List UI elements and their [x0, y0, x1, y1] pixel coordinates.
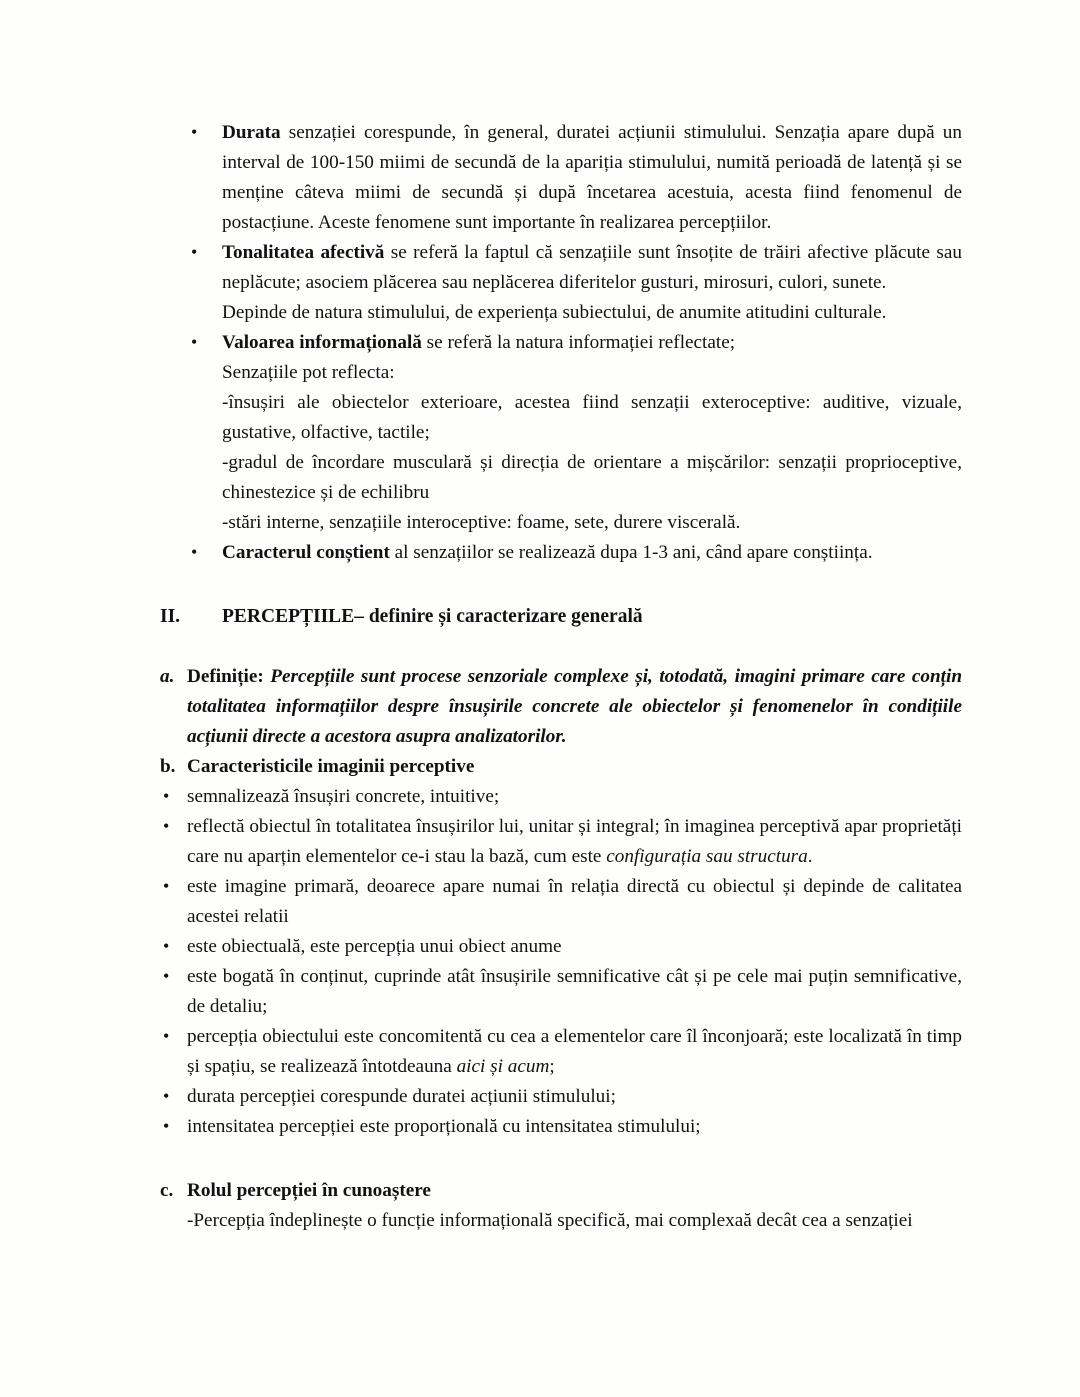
bullet-lead-durata: Durata	[222, 122, 281, 143]
lettered-item-definitie	[160, 662, 962, 752]
characteristics-bullet-list	[160, 782, 962, 1142]
characteristic-text: este imagine primară, deoarece apare numai în relația directă cu obiectul și depinde de calitatea acestei relatii	[187, 876, 962, 927]
role-heading: Rolul percepției în cunoaștere	[187, 1180, 431, 1201]
list-item	[160, 238, 962, 328]
section-heading-perceptiile	[160, 602, 962, 632]
item-marker-a: a.	[160, 666, 175, 687]
list-item	[160, 538, 962, 568]
characteristic-text: este bogată în conținut, cuprinde atât însușirile semnificative cât și pe cele mai puțin semnificative, de detaliu;	[187, 966, 962, 1017]
list-item	[160, 962, 962, 1022]
document-body	[160, 118, 962, 1236]
bullet-lead-caracterul-constient: Caracterul conștient	[222, 542, 390, 563]
bullet-text-tonalitatea-afectiva: se referă la faptul că senzațiile sunt însoțite de trăiri afective plăcute sau neplăcute; asociem plăcerea sau neplăcerea diferitelor gusturi, mirosuri, culori, sunete.	[222, 242, 962, 293]
section-title: PERCEPȚIILE– definire și caracterizare generală	[222, 606, 643, 627]
lettered-list	[160, 662, 962, 782]
characteristic-text: reflectă obiectul în totalitatea însușirilor lui, unitar și integral; în imaginea perceptivă apar proprietăți care nu aparțin elementelor ce-i stau la bază, cum este	[187, 816, 962, 867]
item-marker-c: c.	[160, 1180, 174, 1201]
characteristic-text: durata percepției corespunde duratei acțiunii stimulului;	[187, 1086, 616, 1107]
bullet-continuation-proprioceptive: -gradul de încordare musculară și direcția de orientare a mișcărilor: senzații proprioceptive, chinestezice și de echilibru	[222, 452, 962, 503]
characteristic-text-tail: .	[807, 846, 813, 867]
bullet-continuation-senzatiile-pot-reflecta: Senzațiile pot reflecta:	[222, 362, 395, 383]
lettered-item-rolul-perceptiei	[160, 1176, 962, 1236]
list-item	[160, 1112, 962, 1142]
role-body: -Percepția îndeplinește o funcție informațională specifică, mai complexaă decât cea a senzației	[187, 1210, 913, 1231]
list-item	[160, 328, 962, 538]
list-item	[160, 782, 962, 812]
definition-body: Percepțiile sunt procese senzoriale complexe și, totodată, imagini primare care conțin totalitatea informațiilor despre însușirile concrete ale obiectelor și fenomenelor în condițiile acțiunii directe a acestora asupra analizatorilor.	[187, 666, 962, 747]
bullet-continuation-exteroceptive: -însușiri ale obiectelor exterioare, acestea fiind senzații exteroceptive: auditive, vizuale, gustative, olfactive, tactile;	[222, 392, 962, 443]
characteristics-heading: Caracteristicile imaginii perceptive	[187, 756, 475, 777]
bullet-text-durata: senzației corespunde, în general, duratei acțiunii stimulului. Senzația apare după un interval de 100-150 miimi de secundă de la apariția stimulului, numită perioadă de latență și se menține câteva miimi de secundă și după încetarea acestuia, acesta fiind fenomenul de postacțiune. Aceste fenomene sunt importante în realizarea percepțiilor.	[222, 122, 962, 233]
characteristic-text: este obiectuală, este percepția unui obiect anume	[187, 936, 562, 957]
item-marker-b: b.	[160, 756, 176, 777]
list-item	[160, 1082, 962, 1112]
characteristic-italic-aici-si-acum: aici și acum	[456, 1056, 550, 1077]
list-item	[160, 1022, 962, 1082]
definition-label: Definiție:	[187, 666, 264, 687]
list-item	[160, 872, 962, 932]
list-item	[160, 118, 962, 238]
bullet-lead-tonalitatea-afectiva: Tonalitatea afectivă	[222, 242, 385, 263]
senzatii-bullet-list	[160, 118, 962, 568]
bullet-text-valoarea-informationala: se referă la natura informației reflectate;	[421, 332, 736, 353]
characteristic-text-tail: ;	[549, 1056, 555, 1077]
bullet-lead-valoarea-informationala: Valoarea informațională	[222, 332, 422, 353]
characteristic-text: semnalizează însușiri concrete, intuitive;	[187, 786, 500, 807]
bullet-continuation-interoceptive: -stări interne, senzațiile interoceptive: foame, sete, durere viscerală.	[222, 512, 741, 533]
characteristic-italic-configuratia: configurația sau structura	[606, 846, 808, 867]
characteristic-text: intensitatea percepției este proporțională cu intensitatea stimulului;	[187, 1116, 701, 1137]
lettered-list-role	[160, 1176, 962, 1236]
list-item	[160, 932, 962, 962]
bullet-text-caracterul-constient: al senzațiilor se realizează dupa 1-3 ani, când apare conștiința.	[389, 542, 873, 563]
bullet-continuation-depinde: Depinde de natura stimulului, de experiența subiectului, de anumite atitudini culturale.	[222, 302, 887, 323]
section-numeral: II.	[160, 606, 181, 627]
lettered-item-caracteristici	[160, 752, 962, 782]
characteristic-text: percepția obiectului este concomitentă cu cea a elementelor care îl înconjoară; este localizată în timp și spațiu, se realizează întotdeauna	[187, 1026, 962, 1077]
list-item	[160, 812, 962, 872]
